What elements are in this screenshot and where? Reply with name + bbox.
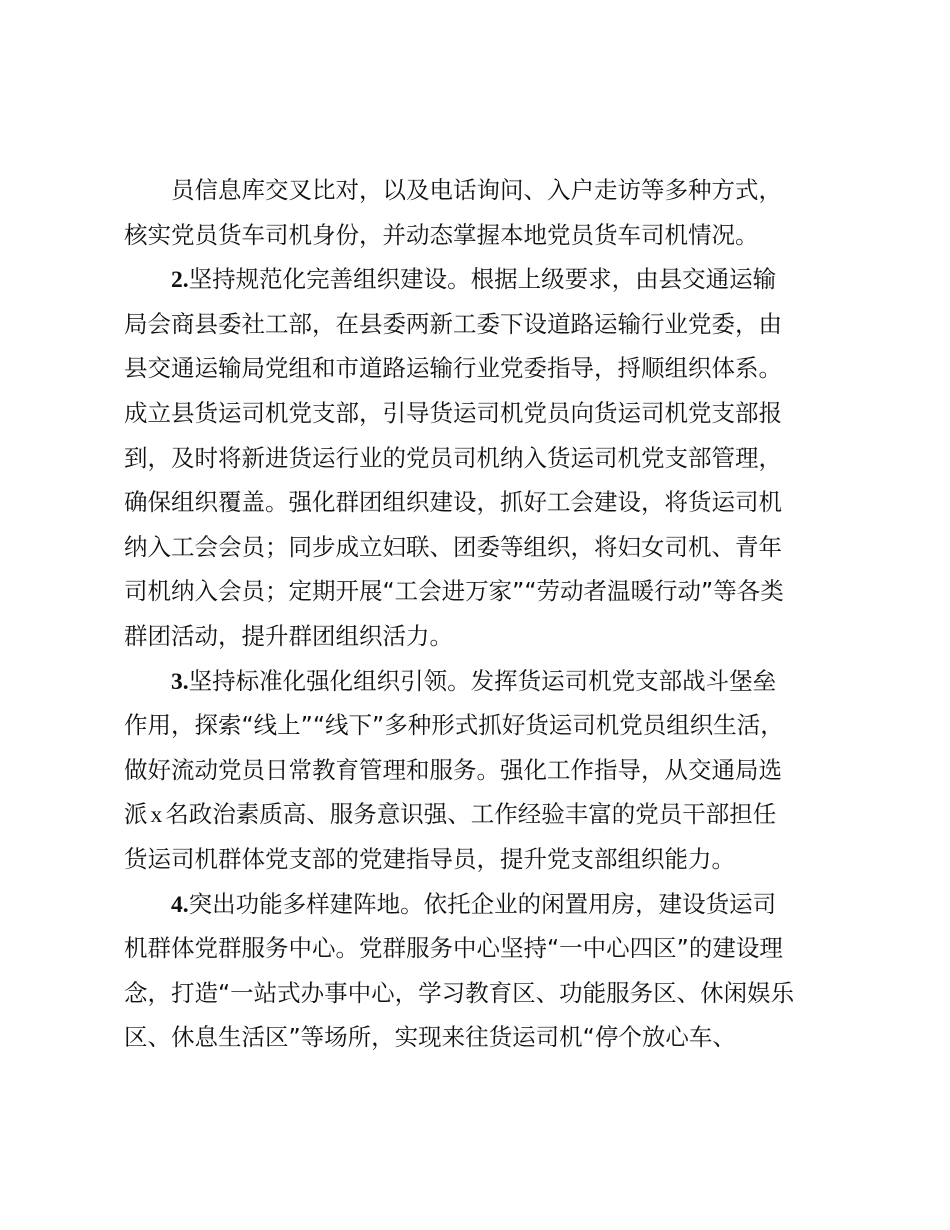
text-run: 派: [124, 800, 148, 829]
text-line: 念，打造“一站式办事中心，学习教育区、功能服务区、休闲娱乐: [124, 978, 795, 1007]
text-line: 货运司机群体党支部的党建指导员，提升党支部组织能力。: [124, 844, 735, 873]
text-line: 司机纳入会员；定期开展“工会进万家”“劳动者温暖行动”等各类: [124, 577, 784, 606]
text-line: 区、休息生活区”等场所，实现来往货运司机“停个放心车、: [124, 1023, 736, 1052]
paragraph-3-line-4: [124, 792, 838, 837]
text-line: 确保组织覆盖。强化群团组织建设，抓好工会建设，将货运司机: [124, 488, 782, 517]
text-line: 核实党员货车司机身份，并动态掌握本地党员货车司机情况。: [124, 220, 759, 249]
paragraph-number: 4.: [171, 891, 189, 918]
paragraph-4-first-line: [124, 882, 838, 927]
placeholder-x: x: [150, 802, 163, 829]
paragraph-number: 2.: [171, 267, 189, 294]
text-line: 作用，探索“线上”“线下”多种形式抓好货运司机党员组织生活，: [124, 711, 784, 740]
document-body: [124, 168, 838, 1060]
paragraph-2-first-line: [124, 257, 838, 302]
text-line: 做好流动党员日常教育管理和服务。强化工作指导，从交通局选: [124, 755, 782, 784]
text-line: 到，及时将新进货运行业的党员司机纳入货运司机党支部管理，: [124, 443, 782, 472]
text-line: 机群体党群服务中心。党群服务中心坚持“一中心四区”的建设理: [124, 934, 783, 963]
paragraph-number: 3.: [171, 668, 189, 695]
paragraph-3-first-line: [124, 659, 838, 704]
text-line: 员信息库交叉比对，以及电话询问、入户走访等多种方式，: [171, 176, 782, 204]
text-run: 名政治素质高、服务意识强、工作经验丰富的党员干部担任: [165, 800, 777, 829]
text-line: 群团活动，提升群团组织活力。: [124, 621, 453, 650]
text-line: 成立县货运司机党支部，引导货运司机党员向货运司机党支部报: [124, 398, 782, 427]
text-run: 坚持标准化强化组织引领。发挥货运司机党支部战斗堡垒: [188, 666, 777, 695]
text-line: 局会商县委社工部，在县委两新工委下设道路运输行业党委，由: [124, 309, 782, 338]
text-run: 坚持规范化完善组织建设。根据上级要求，由县交通运输: [188, 265, 777, 294]
text-line: 纳入工会会员；同步成立妇联、团委等组织，将妇女司机、青年: [124, 532, 782, 561]
text-line: 县交通运输局党组和市道路运输行业党委指导，捋顺组织体系。: [124, 354, 782, 383]
text-run: 突出功能多样建阵地。依托企业的闲置用房，建设货运司: [188, 889, 777, 918]
